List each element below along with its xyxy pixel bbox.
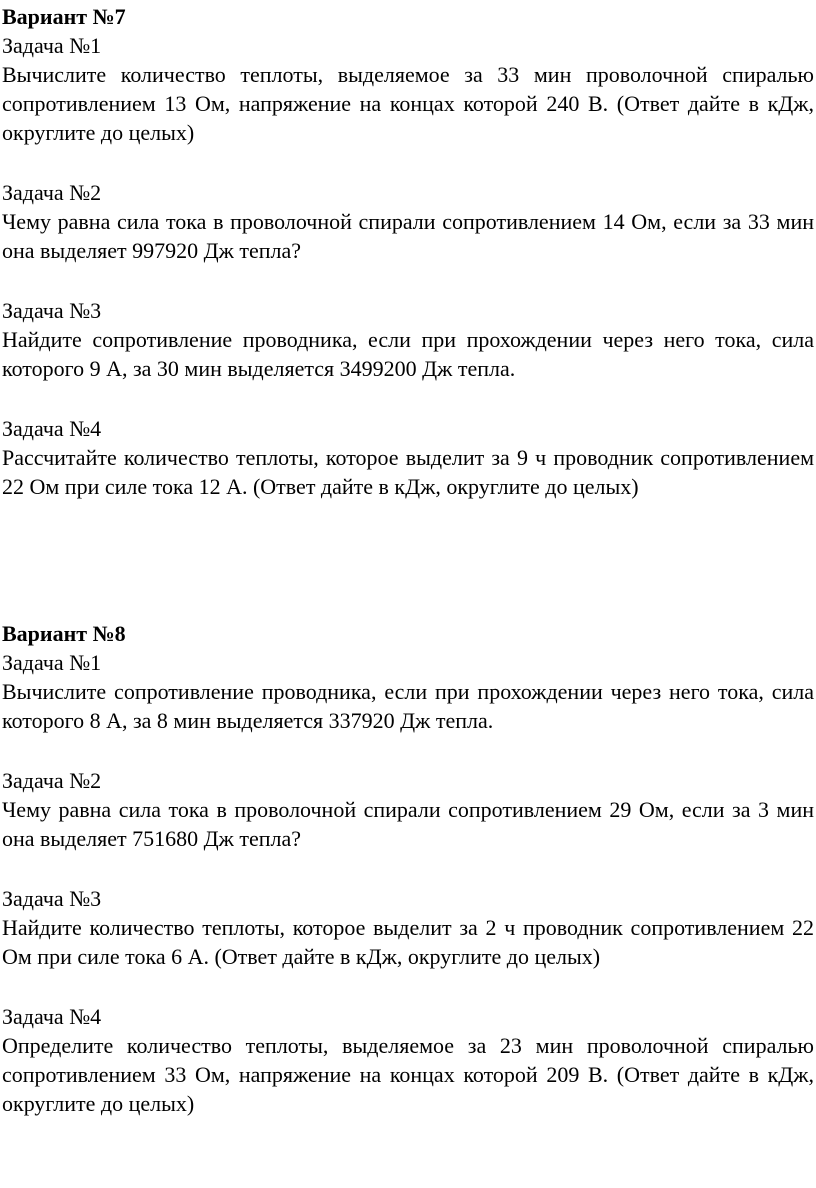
task-text: Найдите количество теплоты, которое выделит за 2 ч проводник сопротивлением 22 Ом при силе тока 6 А. (Ответ дайте в кДж, округлите до целых)	[2, 915, 814, 969]
task-4	[0, 414, 816, 501]
task-label: Задача №1	[2, 33, 102, 58]
task-3	[0, 884, 816, 971]
task-label: Задача №1	[2, 650, 102, 675]
task-text: Вычислите количество теплоты, выделяемое за 33 мин проволочной спиралью сопротивлением 13 Ом, напряжение на концах которой 240 В. (Ответ дайте в кДж, округлите до целых)	[2, 62, 814, 145]
task-label: Задача №4	[2, 1004, 102, 1029]
task-2	[0, 766, 816, 853]
variant-title: Вариант №8	[2, 621, 126, 646]
task-1	[0, 31, 816, 147]
task-text: Вычислите сопротивление проводника, если при прохождении через него тока, сила которого 8 А, за 8 мин выделяется 337920 Дж тепла.	[2, 679, 814, 733]
variant-8-section	[0, 620, 816, 1149]
task-4	[0, 1002, 816, 1118]
task-label: Задача №3	[2, 886, 102, 911]
task-label: Задача №4	[2, 416, 102, 441]
task-text: Найдите сопротивление проводника, если при прохождении через него тока, сила которого 9 А, за 30 мин выделяется 3499200 Дж тепла.	[2, 327, 814, 381]
variant-title: Вариант №7	[2, 4, 126, 29]
task-text: Рассчитайте количество теплоты, которое выделит за 9 ч проводник сопротивлением 22 Ом при силе тока 12 А. (Ответ дайте в кДж, округлите до целых)	[2, 445, 814, 499]
task-label: Задача №2	[2, 180, 102, 205]
task-label: Задача №3	[2, 298, 102, 323]
task-label: Задача №2	[2, 768, 102, 793]
task-1	[0, 648, 816, 735]
task-text: Чему равна сила тока в проволочной спирали сопротивлением 14 Ом, если за 33 мин она выделяет 997920 Дж тепла?	[2, 209, 814, 263]
task-text: Определите количество теплоты, выделяемое за 23 мин проволочной спиралью сопротивлением 33 Ом, напряжение на концах которой 209 В. (Ответ дайте в кДж, округлите до целых)	[2, 1033, 814, 1116]
variant-7-section	[0, 3, 816, 532]
task-text: Чему равна сила тока в проволочной спирали сопротивлением 29 Ом, если за 3 мин она выделяет 751680 Дж тепла?	[2, 797, 814, 851]
task-3	[0, 296, 816, 383]
task-2	[0, 178, 816, 265]
